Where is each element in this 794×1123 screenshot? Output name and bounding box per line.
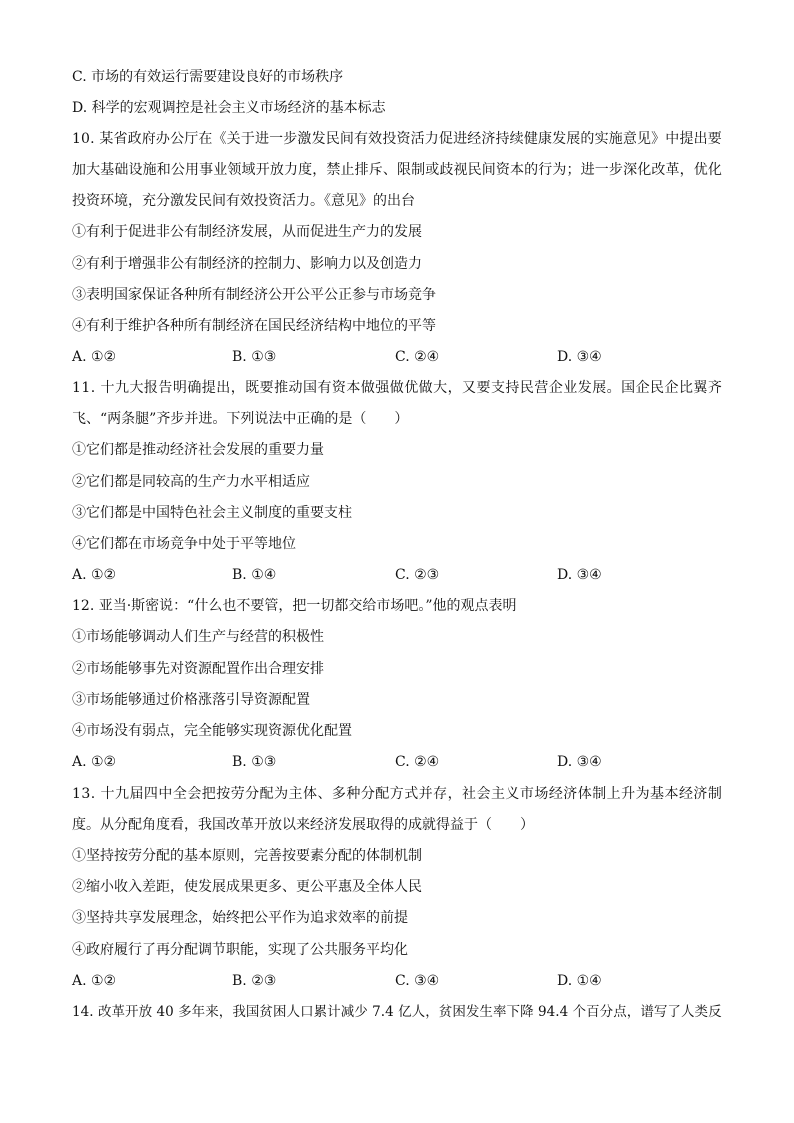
q14-stem-line-1: 14. 改革开放 40 多年来，我国贫困人口累计减少 7.4 亿人，贫困发生率下降 94.4 个百分点，谱写了人类反: [72, 1004, 722, 1020]
q10-statement-3: ③表明国家保证各种所有制经济公开公平公正参与市场竞争: [72, 287, 436, 303]
q10-statement-2: ②有利于增强非公有制经济的控制力、影响力以及创造力: [72, 256, 422, 272]
q13-stem-line-2: 度。从分配角度看，我国改革开放以来经济发展取得的成就得益于（ ）: [72, 817, 534, 833]
q11-options: [72, 566, 732, 584]
q11-option-a: A. ①②: [72, 567, 117, 583]
option-c-line: C. 市场的有效运行需要建设良好的市场秩序: [72, 69, 344, 85]
q13-option-a: A. ①②: [72, 973, 117, 989]
q10-stem-line-2: 加大基础设施和公用事业领域开放力度，禁止排斥、限制或歧视民间资本的行为；进一步深化改革，优化: [72, 162, 722, 178]
q13-options: [72, 972, 732, 990]
q13-statement-4: ④政府履行了再分配调节职能，实现了公共服务平均化: [72, 942, 408, 958]
q13-statement-1: ①坚持按劳分配的基本原则，完善按要素分配的体制机制: [72, 848, 422, 864]
q11-statement-4: ④它们都在市场竞争中处于平等地位: [72, 536, 296, 552]
q13-statement-2: ②缩小收入差距，使发展成果更多、更公平惠及全体人民: [72, 879, 422, 895]
q13-statement-3: ③坚持共享发展理念，始终把公平作为追求效率的前提: [72, 910, 408, 926]
q12-option-d: D. ③④: [557, 754, 602, 770]
q11-statement-3: ③它们都是中国特色社会主义制度的重要支柱: [72, 505, 352, 521]
q12-statement-4: ④市场没有弱点，完全能够实现资源优化配置: [72, 723, 352, 739]
q10-option-b: B. ①③: [232, 349, 277, 365]
q13-stem-line-1: 13. 十九届四中全会把按劳分配为主体、多种分配方式并存，社会主义市场经济体制上升为基本经济制: [72, 786, 723, 802]
q12-option-c: C. ②④: [395, 754, 440, 770]
q12-option-b: B. ①③: [232, 754, 277, 770]
q12-option-a: A. ①②: [72, 754, 117, 770]
q12-statement-2: ②市场能够事先对资源配置作出合理安排: [72, 661, 324, 677]
q11-stem-line-1: 11. 十九大报告明确提出，既要推动国有资本做强做优做大，又要支持民营企业发展。国企民企比翼齐: [72, 380, 723, 396]
q10-stem-line-1: 10. 某省政府办公厅在《关于进一步激发民间有效投资活力促进经济持续健康发展的实施意见》中提出要: [72, 131, 722, 147]
q10-option-c: C. ②④: [395, 349, 440, 365]
q12-statement-3: ③市场能够通过价格涨落引导资源配置: [72, 692, 310, 708]
q13-option-d: D. ①④: [557, 973, 602, 989]
q11-statement-2: ②它们都是同较高的生产力水平相适应: [72, 474, 310, 490]
q13-option-c: C. ③④: [395, 973, 440, 989]
q12-stem: 12. 亚当·斯密说：“什么也不要管，把一切都交给市场吧。”他的观点表明: [72, 598, 517, 614]
q10-statement-1: ①有利于促进非公有制经济发展，从而促进生产力的发展: [72, 224, 422, 240]
q10-option-a: A. ①②: [72, 349, 117, 365]
q12-statement-1: ①市场能够调动人们生产与经营的积极性: [72, 629, 324, 645]
q10-statement-4: ④有利于维护各种所有制经济在国民经济结构中地位的平等: [72, 318, 436, 334]
q11-statement-1: ①它们都是推动经济社会发展的重要力量: [72, 442, 324, 458]
q11-option-b: B. ①④: [232, 567, 277, 583]
q10-options: [72, 348, 732, 366]
q10-option-d: D. ③④: [557, 349, 602, 365]
q10-stem-line-3: 投资环境，充分激发民间有效投资活力。《意见》的出台: [72, 193, 415, 209]
q11-option-c: C. ②③: [395, 567, 440, 583]
q11-stem-line-2: 飞、“两条腿”齐步并进。下列说法中正确的是（ ）: [72, 411, 409, 427]
q11-option-d: D. ③④: [557, 567, 602, 583]
option-d-line: D. 科学的宏观调控是社会主义市场经济的基本标志: [72, 100, 386, 116]
q13-option-b: B. ②③: [232, 973, 277, 989]
q12-options: [72, 753, 732, 771]
